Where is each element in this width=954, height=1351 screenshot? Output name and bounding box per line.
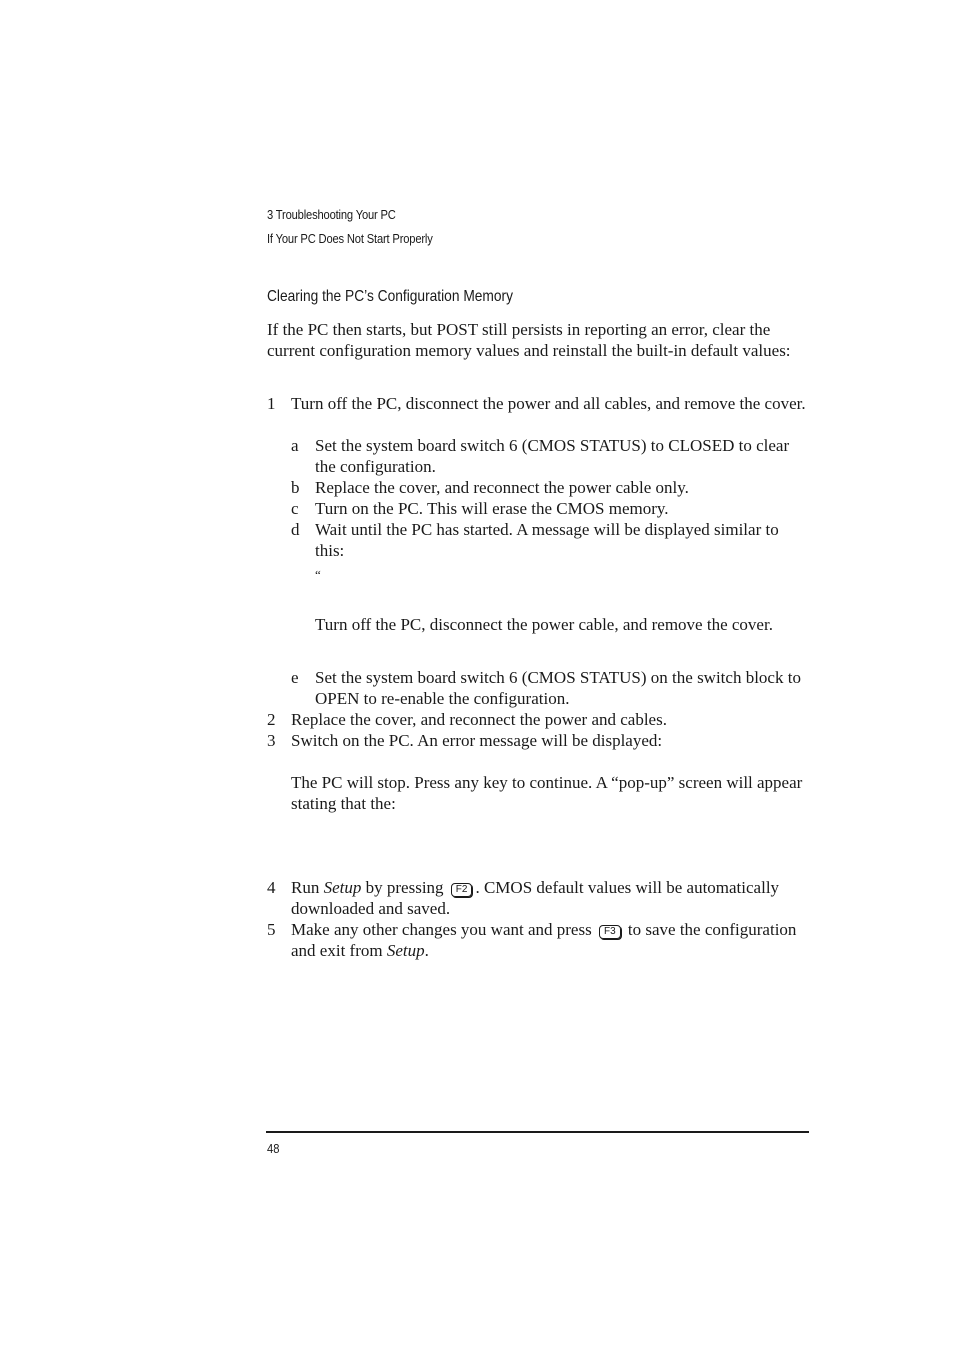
intro-paragraph: If the PC then starts, but POST still persists in reporting an error, clear the current configuration memory values and reinstall the built-in default values: [267, 320, 791, 360]
section-header: If Your PC Does Not Start Properly [267, 231, 433, 246]
step-4-number: 4 [267, 878, 276, 897]
step-1a-text: Set the system board switch 6 (CMOS STATUS) to CLOSED to clear the configuration. [315, 436, 790, 476]
section-title: Clearing the PC’s Configuration Memory [267, 288, 514, 305]
step-1b-text: Replace the cover, and reconnect the power cable only. [315, 478, 689, 497]
step-2-number: 2 [267, 710, 276, 729]
step-1-text: Turn off the PC, disconnect the power and all cables, and remove the cover. [291, 394, 806, 413]
step-3-text: Switch on the PC. An error message will be displayed: [291, 731, 663, 750]
step-1e-label: e [291, 668, 299, 687]
step-1-number: 1 [267, 394, 276, 413]
step-1e-text: Set the system board switch 6 (CMOS STATUS) on the switch block to OPEN to re-enable the configuration. [315, 668, 801, 708]
step-1d-label: d [291, 520, 300, 539]
step-4-mid: by pressing [361, 878, 448, 897]
step-1c-label: c [291, 499, 299, 518]
step-1b-label: b [291, 478, 300, 497]
step-4-text [291, 877, 811, 919]
step-5-post: . [424, 941, 429, 960]
step-5-number: 5 [267, 920, 276, 939]
step-3-number: 3 [267, 731, 276, 750]
step-4-pre: Run [291, 878, 324, 897]
step-1d-followup: Turn off the PC, disconnect the power cable, and remove the cover. [315, 615, 773, 634]
step-2-text: Replace the cover, and reconnect the power and cables. [291, 710, 667, 729]
step-1c-text: Turn on the PC. This will erase the CMOS memory. [315, 499, 669, 518]
f2-key-icon: F2 [451, 883, 473, 897]
quote-mark: “ [315, 567, 321, 582]
setup-italic: Setup [386, 941, 425, 960]
step-5-mid: to save the configuration and exit from [291, 920, 797, 960]
step-3-followup: The PC will stop. Press any key to continue. A “pop-up” screen will appear stating that the: [291, 773, 803, 813]
footer-rule [266, 1131, 809, 1133]
step-4-post: . CMOS default values will be automatically downloaded and saved. [291, 878, 780, 918]
setup-italic: Setup [323, 878, 362, 897]
chapter-header: 3 Troubleshooting Your PC [267, 207, 396, 222]
f3-key-icon: F3 [599, 925, 621, 939]
step-1a-label: a [291, 436, 299, 455]
step-1d-text: Wait until the PC has started. A message will be displayed similar to this: [315, 520, 779, 560]
step-5-text [291, 919, 811, 961]
step-5-pre: Make any other changes you want and press [291, 920, 596, 939]
page-number: 48 [267, 1141, 280, 1156]
